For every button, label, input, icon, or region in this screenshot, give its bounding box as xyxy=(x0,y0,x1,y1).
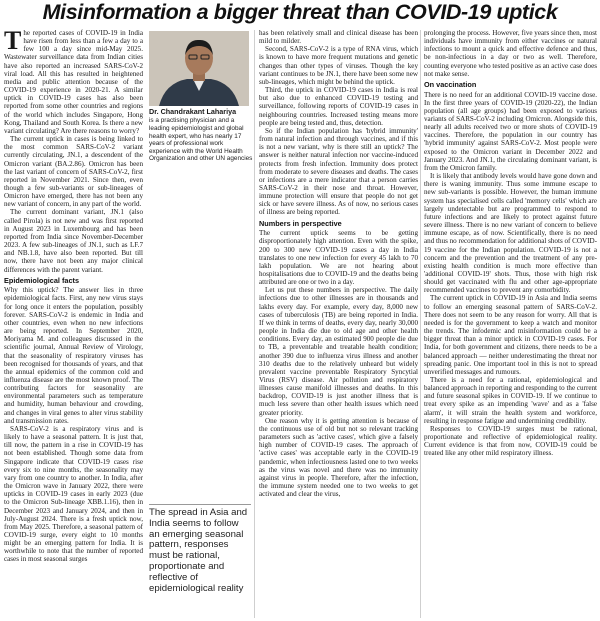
article-paragraph: So if the Indian population has 'hybrid immunity' from natural infection and through vaccines, and if this is not a new variant, why is there still an uptick? The answer is neither natural infection nor vaccine-induced protects from fresh infection. Immunity does protect from moderate to severe diseases and deaths. The cases or infections are a mere indicator that a person carries SARS-CoV-2 in their nose and throat. However, immune protection will ensure that people do not get sick or have severe illness. As of now, no serious cases of illness are being reported. xyxy=(259,126,418,217)
section-heading: Epidemiological facts xyxy=(4,275,80,285)
article-paragraph: It is likely that antibody levels would have gone down and there is waning immunity. Thus some immune escape to new sub-variants is possible. However, the human immune system has specialised cells called 'memory cells' which are largely undetectable but are programmed to respond to future infections and are likely to protect against future severe illness. There is no new variant of concern to believe immune escape, as of now. Scientifically, there is no need and thus no recommendation for additional shots of COVID-19 vaccine for the Indian population. COVID-19 is not a concern and the prevention and the treatment of any pre-existing health condition is much more effective than 'additional COVID-19' shots. Thus, those with high risk should get vaccinated with flu and other age-appropriate recommended vaccines to prevent any comorbidity. xyxy=(424,172,597,295)
article-column-1 xyxy=(4,29,143,619)
article-paragraph: The current uptick seems to be getting disproportionately high attention. Even with the spike, 200 to 300 new COVID-19 cases a day in India translates to one new infection for every 45 lakh to 70 lakh population. We are not hearing about hospitalisations due to COVID-19 and the deaths being attributed are one or two in a day. xyxy=(259,229,418,287)
article-paragraph: The current uptick in cases is being linked to the most common SARS-CoV-2 variant currently circulating, JN.1, a descendent of the Omicron variant (BA.2.86). Omicron has been the last variant of concern of SARS-CoV-2, first reported in November 2021. Since then, even though a few sub-variants or sub-lineages of Omicron have emerged, there has not been any new variant of concern, in any part of the world. xyxy=(4,135,143,209)
article-paragraph: The current dominant variant, JN.1 (also called Pirola) is not new and was first reported in August 2023 in Luxembourg and has been reported from India since November-December 2023. A few sub-lineages of JN.1, such as LF.7 and NB.1.8, have also been reported. But till now, there have not been any major clinical differences with the parent variant. xyxy=(4,208,143,274)
drop-cap: T xyxy=(4,29,22,55)
section-heading: Numbers in perspective xyxy=(259,218,342,228)
article-paragraph: There is no need for an additional COVID-19 vaccine dose. In the first three years of COVID-19 (2020-22), the Indian population (all age groups) had been exposed to various variants of SARS-CoV-2 including Omicron. Alongside this, nearly all adults received two or more shots of COVID-19 vaccines. Therefore, the population in our country has 'hybrid immunity' against SARS-CoV-2. Most people were exposed to the Omicron variant in December 2022 and January 2023. And JN.1, the circulating dominant variant, is from the Omicron family. xyxy=(424,90,597,172)
article-paragraph: The reported cases of COVID-19 in India have risen from less than a few a day to a few 100 a day since mid-May 2025. Wastewater surveillance data from Indian cities have also reported an increased SARS-CoV-2 viral load. All this has resulted in heightened media and public attention because of the COVID-19 experience in 2020-21. A similar uptick in COVID-19 cases has also been reported from some other countries and regions of the world which includes Singapore, Hong Kong, Thailand and South Korea. Is there a new variant circulating? Are there reasons to worry? xyxy=(4,29,143,135)
section-heading: On vaccination xyxy=(424,79,477,89)
article-paragraph: SARS-CoV-2 is a respiratory virus and is likely to have a seasonal pattern. It is just that, till now, the pattern in a rise in COVID-19 has not been established. Though some data from Singapore indicate that COVID-19 cases rise every six to nine months, the seasonality may vary from one country to another. In India, after the Omicron wave in January 2022, there were upticks in COVID-19 cases in early 2023 (due to the Omicron Sub-lineage XBB.1.16), then in December 2023 and January 2024, and then in July-August 2024. There is a fresh uptick now, from May 2025. Therefore, a seasonal pattern of COVID-19 surge, every eight to 10 months might be an emerging pattern for India. It is worthwhile to note that the number of reported cases in most seasonal surges xyxy=(4,424,143,564)
article-paragraph: prolonging the process. However, five years since then, most individuals have immunity from either vaccines or natural infections to mount a quick and effective defence and thus, be non-infectious in a day or two as well. Therefore, counting everyone who tested positive as an active case does not make sense. xyxy=(424,29,597,78)
author-bio: is a practising physician and a leading epidemiologist and global health expert, who has nearly 17 years of professional work experience with the World Health Organization and other UN agencies xyxy=(149,117,253,163)
author-box xyxy=(149,108,253,163)
column-divider xyxy=(420,30,421,618)
author-portrait-icon xyxy=(149,31,249,106)
column-divider xyxy=(254,30,255,618)
article-paragraph: Let us put these numbers in perspective. The daily infections due to other illnesses are in thousands and lakhs every day. For example, every day, 8,000 new cases of tuberculosis (TB) are being reported in India. If we think in terms of deaths, every day, nearly 30,000 people in India die due to old age and other health conditions. Every day, an estimated 900 people die due to TB, a preventable and treatable health condition; another 390 due to influenza virus illness and another 310 deaths due to the relatively unheard but widely prevalent vaccine preventable Respiratory Syncytial Virus (RSV) disease. Air pollution and respiratory illnesses cause manifold illnesses and deaths. In this backdrop, COVID-19 is just another illness that is much less severe than other health issues which need greater priority. xyxy=(259,286,418,417)
article-paragraph: There is a need for a rational, epidemiological and balanced approach in reporting and responding to the current and future seasonal spikes in COVID-19. If we continue to treat every spike as an impending 'wave' and as a 'false alarm', it will strain the health system and workforce, resulting in response fatigue and undermining credibility. xyxy=(424,376,597,425)
headline: Misinformation a bigger threat than COVID-19 uptick xyxy=(42,0,558,24)
author-photo xyxy=(149,31,249,106)
article-paragraph: has been relatively small and clinical disease has been mild to milder. xyxy=(259,29,418,46)
article-paragraph: The current uptick in COVID-19 in Asia and India seems to follow an emerging seasonal pattern of SARS-CoV-2. There does not seem to be any reason for worry. All that is needed is for the government to keep a watch and monitor the trends. The infodemic and misinformation could be a bigger threat than a minor uptick in COVID-19 cases. For India, for both government and citizens, there needs to be a balanced approach — neither underestimating the threat nor spreading panic. One important tool in this is not to spread unverified messages and rumours. xyxy=(424,294,597,376)
article-paragraph: Responses to COVID-19 surges must be rational, proportionate and reflective of epidemiological reality. Current evidence is that from now, COVID-19 could be treated like any other mild respiratory illness. xyxy=(424,424,597,458)
article-paragraph: Third, the uptick in COVID-19 cases in India is real but also due to enhanced COVID-19 testing and surveillance, following reports of COVID-19 cases in neighbouring countries. Increased testing means more people are being tested and, thus, detection. xyxy=(259,86,418,127)
article-column-2 xyxy=(259,29,418,619)
article-paragraph: One reason why it is getting attention is because of the continuous use of old but not so relevant tracking parameters such as 'active cases', which give a falsely high number of COVID-19 cases. The approach of 'active cases' was acceptable early in the COVID-19 pandemic, when infectiousness lasted one to two weeks as the virus was novel and there was no immunity against virus in people. Therefore, after the infection, the immune system needed one to two weeks to get activated and clear the virus, xyxy=(259,416,418,499)
author-name: Dr. Chandrakant Lahariya xyxy=(149,107,237,116)
pull-quote: The spread in Asia and India seems to follow an emerging seasonal pattern, responses must be rational, proportionate and reflective of epidemiological reality xyxy=(149,504,251,594)
article-column-3 xyxy=(424,29,597,619)
article-paragraph: Second, SARS-CoV-2 is a type of RNA virus, which is known to have more frequent mutations and genetic changes than other types of viruses. Though the key variant continues to be JN.1, there have been some new sub-lineages, which might be behind the uptick. xyxy=(259,45,418,86)
article-paragraph: Why this uptick? The answer lies in three epidemiological facts. First, any new virus stays for long once it enters the population, possibly forever. SARS-CoV-2 is endemic in India and other countries, even when no new infections are being reported. In September 2020, Moriyama M. and colleagues discussed in the scientific journal, Annual Review of Virology, that the seasonality of respiratory viruses has been recognised for thousands of years, and that the annual epidemics of the common cold and influenza disease are the most known proof. The contributing factors for seasonality are environmental parameters such as temperature and humidity, human behaviour and crowding, and changes in viral genes to alter virus stability and transmission rates. xyxy=(4,286,143,425)
